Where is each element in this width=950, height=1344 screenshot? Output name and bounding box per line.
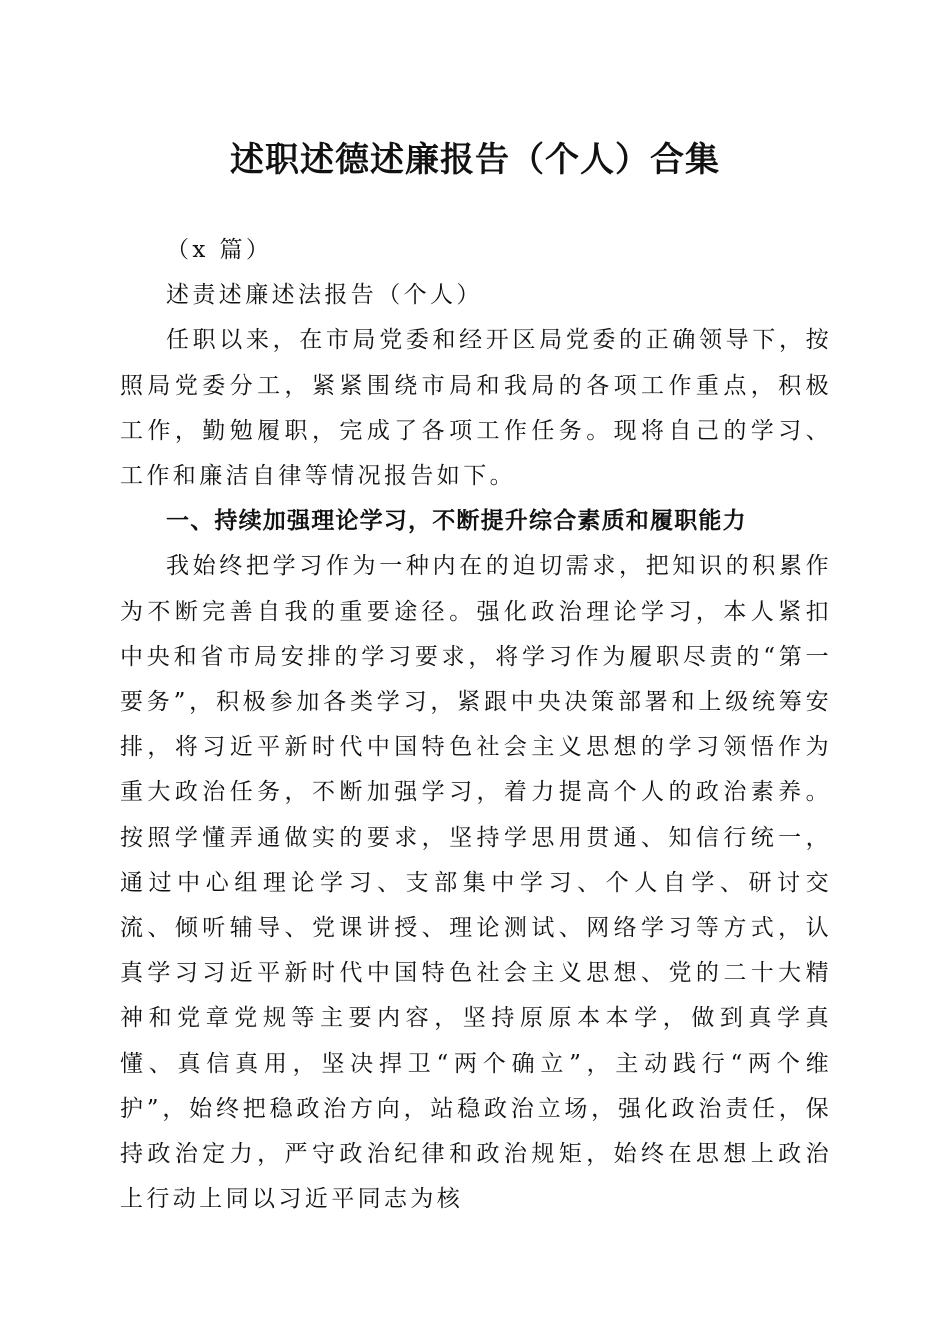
count-note: （x 篇） [166, 237, 273, 263]
section-1-heading: 一、持续加强理论学习，不断提升综合素质和履职能力 [166, 508, 747, 535]
document-body [120, 228, 832, 1222]
document-title: 述职述德述廉报告（个人）合集 [230, 140, 720, 180]
section-1-paragraph: 我始终把学习作为一种内在的迫切需求，把知识的积累作为不断完善自我的重要途径。强化政治理论学习，本人紧扣中央和省市局安排的学习要求，将学习作为履职尽责的“第一要务”，积极参加各类学习，紧跟中央决策部署和上级统筹安排，将习近平新时代中国特色社会主义思想的学习领悟作为重大政治任务，不断加强学习，着力提高个人的政治素养。按照学懂弄通做实的要求，坚持学思用贯通、知信行统一，通过中心组理论学习、支部集中学习、个人自学、研讨交流、倾听辅导、党课讲授、理论测试、网络学习等方式，认真学习习近平新时代中国特色社会主义思想、党的二十大精神和党章党规等主要内容，坚持原原本本学，做到真学真懂、真信真用，坚决捍卫“两个确立”，主动践行“两个维护”，始终把稳政治方向，站稳政治立场，强化政治责任，保持政治定力，严守政治纪律和政治规矩，始终在思想上政治上行动上同以习近平同志为核 [120, 553, 832, 1213]
intro-paragraph: 任职以来，在市局党委和经开区局党委的正确领导下，按照局党委分工，紧紧围绕市局和我局的各项工作重点，积极工作，勤勉履职，完成了各项工作任务。现将自己的学习、工作和廉洁自律等情况报告如下。 [120, 327, 832, 490]
report-subtitle: 述责述廉述法报告（个人） [166, 282, 483, 309]
